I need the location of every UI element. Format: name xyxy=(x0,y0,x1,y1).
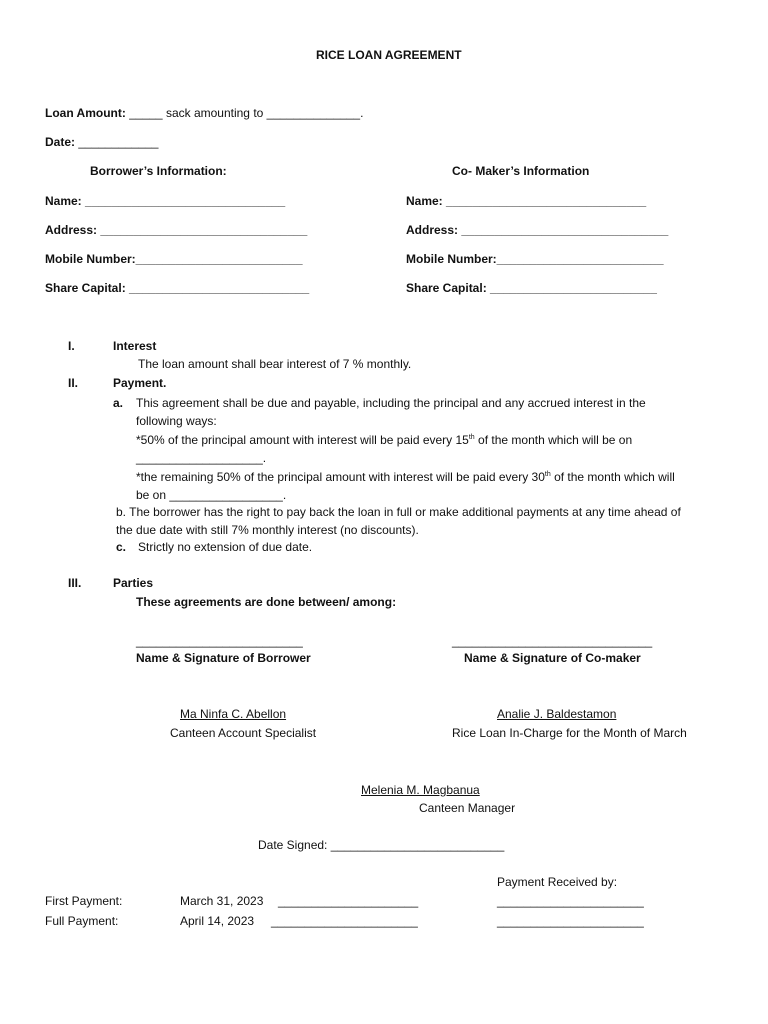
loan-amount-label: Loan Amount: xyxy=(45,106,126,120)
full-payment-received-blank[interactable]: ______________________ xyxy=(497,914,644,928)
loan-amount-middle-text: sack amounting to xyxy=(165,106,264,120)
comaker-name-field[interactable]: Name: ______________________________ xyxy=(406,194,647,208)
payment-2-line xyxy=(136,470,675,484)
comaker-signature-line[interactable]: ______________________________ xyxy=(452,634,653,648)
comaker-info-heading: Co- Maker’s Information xyxy=(452,164,590,178)
section-1-number: I. xyxy=(68,339,75,353)
official-3-role: Canteen Manager xyxy=(419,801,516,815)
borrower-name-field[interactable]: Name: ______________________________ xyxy=(45,194,286,208)
item-b-line-1: b. The borrower has the right to pay back the loan in full or make additional payments at any time ahead of xyxy=(116,505,681,519)
item-c-label: c. xyxy=(116,540,127,554)
comaker-share-capital-field[interactable]: Share Capital: _________________________ xyxy=(406,281,657,295)
item-a-line-2: following ways: xyxy=(136,414,217,428)
date-signed-blank[interactable]: __________________________ xyxy=(330,838,505,852)
payment-2-text: *the remaining 50% of the principal amount with interest will be paid every 30 xyxy=(136,470,545,484)
first-payment-date: March 31, 2023 xyxy=(180,894,264,908)
official-2-name: Analie J. Baldestamon xyxy=(497,707,617,721)
payment-1-date-blank[interactable]: ___________________. xyxy=(136,451,267,465)
date-signed-label: Date Signed: xyxy=(258,838,328,852)
section-2-title: Payment. xyxy=(113,376,167,390)
borrower-signature-label: Name & Signature of Borrower xyxy=(136,651,311,665)
item-a-label: a. xyxy=(113,396,124,410)
borrower-signature-line[interactable]: _________________________ xyxy=(136,634,303,648)
official-2-role: Rice Loan In-Charge for the Month of March xyxy=(452,726,687,740)
payment-1-text: *50% of the principal amount with interest will be paid every 15 xyxy=(136,433,469,447)
document-title: RICE LOAN AGREEMENT xyxy=(316,48,462,62)
loan-amount-blank[interactable]: ______________. xyxy=(266,106,364,120)
first-payment-label: First Payment: xyxy=(45,894,123,908)
date-line xyxy=(45,135,158,149)
full-payment-blank[interactable]: ______________________ xyxy=(271,914,418,928)
item-a-line-1: This agreement shall be due and payable, including the principal and any accrued interest in the xyxy=(136,396,646,410)
payment-1-text-end: of the month which will be on xyxy=(474,433,633,447)
section-2-number: II. xyxy=(68,376,79,390)
comaker-address-field[interactable]: Address: _______________________________ xyxy=(406,223,669,237)
date-signed-line xyxy=(258,838,504,852)
full-payment-label: Full Payment: xyxy=(45,914,119,928)
comaker-signature-label: Name & Signature of Co-maker xyxy=(464,651,641,665)
payment-2-text-end: of the month which will xyxy=(550,470,675,484)
official-1-name: Ma Ninfa C. Abellon xyxy=(180,707,287,721)
section-3-title: Parties xyxy=(113,576,154,590)
parties-text: These agreements are done between/ among: xyxy=(136,595,397,609)
loan-amount-line xyxy=(45,106,363,120)
borrower-mobile-field[interactable]: Mobile Number:_________________________ xyxy=(45,252,303,266)
payment-1-ordinal: th xyxy=(468,434,475,441)
date-label: Date: xyxy=(45,135,76,149)
interest-text: The loan amount shall bear interest of 7 % monthly. xyxy=(138,357,412,371)
full-payment-date: April 14, 2023 xyxy=(180,914,255,928)
borrower-info-heading: Borrower’s Information: xyxy=(90,164,227,178)
item-c-text: Strictly no extension of due date. xyxy=(138,540,313,554)
section-3-number: III. xyxy=(68,576,82,590)
section-1-title: Interest xyxy=(113,339,157,353)
official-3-name: Melenia M. Magbanua xyxy=(361,783,480,797)
borrower-share-capital-field[interactable]: Share Capital: ___________________________ xyxy=(45,281,310,295)
date-blank[interactable]: ____________ xyxy=(78,135,159,149)
first-payment-blank[interactable]: _____________________ xyxy=(278,894,419,908)
official-1-role: Canteen Account Specialist xyxy=(170,726,317,740)
item-b-line-2: the due date with still 7% monthly interest (no discounts). xyxy=(116,523,419,537)
payment-1-line xyxy=(136,433,632,447)
comaker-mobile-field[interactable]: Mobile Number:_________________________ xyxy=(406,252,664,266)
first-payment-received-blank[interactable]: ______________________ xyxy=(497,894,644,908)
payment-2-ordinal: th xyxy=(544,471,551,478)
payment-received-heading: Payment Received by: xyxy=(497,875,618,889)
loan-sacks-blank[interactable]: _____ xyxy=(129,106,163,120)
payment-2-date-line[interactable]: be on _________________. xyxy=(136,488,287,502)
borrower-address-field[interactable]: Address: _______________________________ xyxy=(45,223,308,237)
